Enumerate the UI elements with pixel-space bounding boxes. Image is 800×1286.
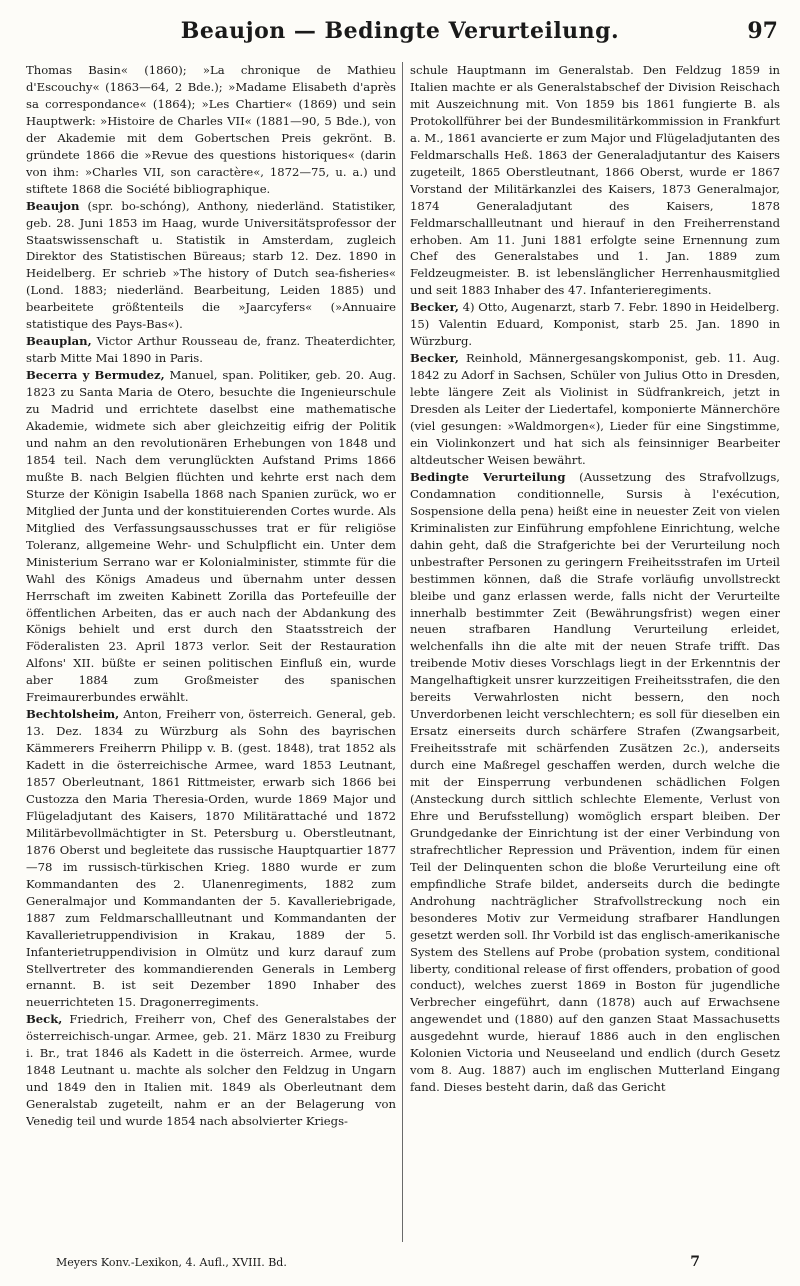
- entry-headword: Becerra y Bermudez,: [26, 368, 165, 383]
- lexicon-entry: [26, 706, 396, 1011]
- entry-headword: Beaujon: [26, 198, 80, 213]
- entry-headword: Becker,: [410, 300, 459, 315]
- lexicon-entry: [410, 62, 780, 299]
- lexicon-entry: [410, 316, 780, 350]
- footer-source: Meyers Konv.-Lexikon, 4. Aufl., XVIII. Bd.: [56, 1256, 287, 1269]
- sheet-signature: 7: [690, 1254, 700, 1270]
- entry-headword: Bechtolsheim,: [26, 707, 120, 722]
- entry-text: Reinhold, Männergesangskomponist, geb. 11. Aug. 1842 zu Adorf in Sachsen, Schüler von Julius Otto in Dresden, lebte längere Zeit als Violinist in Südfrankreich, jetzt in Dresden als Leiter der Liedertafel, komponierte Männerchöre (viel gesungen: »Waldmorgen«), Lieder für eine Singstimme, ein Violinkonzert und hat sich als feinsinniger Bearbeiter altdeutscher Weisen bewährt.: [410, 351, 780, 467]
- entry-headword: Beck,: [26, 1012, 63, 1027]
- right-column: [410, 62, 780, 1242]
- left-column: [26, 62, 396, 1242]
- entry-headword: Becker,: [410, 351, 459, 366]
- entry-headword: Beauplan,: [26, 334, 92, 349]
- lexicon-entry: [26, 198, 396, 334]
- lexicon-entry: [410, 350, 780, 469]
- lexicon-entry: [26, 1011, 396, 1130]
- entry-text: schule Hauptmann im Generalstab. Den Feldzug 1859 in Italien machte er als Generalstabschef der Division Reischach mit Auszeichnung mit. Von 1859 bis 1861 fungierte B. als Protokollführer bei der Bundesmilitärkommission in Frankfurt a. M., 1861 avancierte er zum Major und Flügeladjutanten des Feldmarschalls Heß. 1863 der Generaladjutantur des Kaisers zugeteilt, 1865 Oberstleutnant, 1866 Oberst, wurde er 1867 Vorstand der Militärkanzlei des Kaisers, 1873 Generalmajor, 1874 Generaladjutant des Kaisers, 1878 Feldmarschallleutnant und hierauf in den Freiherrenstand erhoben. Am 11. Juni 1881 erfolgte seine Ernennung zum Chef des Generalstabes und 1. Jan. 1889 zum Feldzeugmeister. B. ist lebenslänglicher Herrenhausmitglied und seit 1883 Inhaber des 47. Infanterieregiments.: [410, 63, 780, 298]
- lexicon-entry: [26, 367, 396, 706]
- lexicon-entry: [26, 62, 396, 198]
- entry-text: Manuel, span. Politiker, geb. 20. Aug. 1823 zu Santa Maria de Otero, besuchte die Ingenieurschule zu Madrid und errichtete daselbst eine mathematische Akademie, widmete sich aber gleichzeitig eifrig der Politik und nahm an den revolutionären Erhebungen von 1848 und 1854 teil. Nach dem verunglückten Aufstand Prims 1866 mußte B. nach Belgien flüchten und kehrte erst nach dem Sturze der Königin Isabella 1868 nach Spanien zurück, wo er Mitglied der Junta und der konstituierenden Cortes wurde. Als Mitglied des Verfassungsausschusses trat er für religiöse Toleranz, allgemeine Wehr- und Schulpflicht ein. Unter dem Ministerium Serrano war er Kolonialminister, stimmte für die Wahl des Königs Amadeus und übernahm unter dessen Herrschaft im zweiten Kabinett Zorilla das Portefeuille der öffentlichen Arbeiten, das er auch nach der Abdankung des Königs behielt und erst durch den Staatsstreich der Föderalisten 23. April 1873 verlor. Seit der Restauration Alfons' XII. büßte er seinen politischen Einfluß ein, wurde aber 1884 zum Großmeister des spanischen Freimaurerbundes erwählt.: [26, 368, 396, 705]
- running-title: Beaujon — Bedingte Verurteilung.: [180, 18, 620, 44]
- text-columns: [26, 62, 780, 1242]
- entry-text: Friedrich, Freiherr von, Chef des Generalstabes der österreichisch-ungar. Armee, geb. 21. März 1830 zu Freiburg i. Br., trat 1846 als Kadett in die österreich. Armee, wurde 1848 Leutnant u. machte als solcher den Feldzug in Ungarn und 1849 den in Italien mit. 1849 als Oberleutnant dem Generalstab zugeteilt, nahm er an der Belagerung von Venedig teil und wurde 1854 nach absolvierter Kriegs-: [26, 1012, 396, 1129]
- page-number: 97: [747, 18, 778, 44]
- page-header: [0, 0, 800, 52]
- entry-text: Thomas Basin« (1860); »La chronique de Mathieu d'Escouchy« (1863—64, 2 Bde.); »Madame Elisabeth d'après sa correspondance« (1864); »Les Chartier« (1869) und sein Hauptwerk: »Histoire de Charles VII« (1881—90, 5 Bde.), von der Akademie mit dem Gobertschen Preis gekrönt. B. gründete 1866 die »Revue des questions historiques« (darin von ihm: »Charles VII, son caractère«, 1872—75, u. a.) und stiftete 1868 die Société bibliographique.: [26, 63, 396, 196]
- entry-headword: Bedingte Verurteilung: [410, 469, 566, 484]
- entry-text: 4) Otto, Augenarzt, starb 7. Febr. 1890 in Heidelberg.: [458, 300, 780, 315]
- entry-text: (Aussetzung des Strafvollzugs, Condamnation conditionnelle, Sursis à l'exécution, Sospensione della pena) heißt eine in neuester Zeit von vielen Kriminalisten zur Einführung empfohlene Einrichtung, welche dahin geht, daß die Strafgerichte bei der Verurteilung noch unbestrafter Personen zu geringern Freiheitsstrafen im Urteil bestimmen können, daß die Strafe vorläufig unvollstreckt bleibe und ganz erlassen werde, falls nicht der Verurteilte innerhalb bestimmter Zeit (Bewährungsfrist) wegen einer neuen strafbaren Handlung Verurteilung erleidet, welchenfalls ihn die alte mit der neuen Strafe trifft. Das treibende Motiv dieses Vorschlags liegt in der Erkenntnis der Mangelhaftigkeit unsrer kurzzeitigen Freiheitsstrafen, die den bereits Verwahrlosten nicht bessern, den noch Unverdorbenen leicht verschlechtern; es soll für dieselben ein Ersatz einerseits durch schärfere Strafen (Zwangsarbeit, Freiheitsstrafe mit schärfenden Zusätzen 2c.), anderseits durch eine Maßregel geschaffen werden, durch welche die mit der Einsperrung verbundenen schädlichen Folgen (Ansteckung durch sittlich schlechte Elemente, Verlust von Ehre und Berufsstellung) womöglich erspart bleiben. Der Grundgedanke der Einrichtung ist der einer Verbindung von strafrechtlicher Repression und Prävention, indem für einen Teil der Delinquenten schon die bloße Verurteilung eine oft empfindliche Strafe bildet, anderseits durch die bedingte Androhung nachträglicher Strafvollstreckung noch ein besonderes Motiv zur Vermeidung strafbarer Handlungen gesetzt werden soll. Ihr Vorbild ist das englisch-amerikanische System des Stellens auf Probe (probation system, conditional liberty, conditional release of first offenders, probation of good conduct), welches zuerst 1869 in Boston für jugendliche Verbrecher eingeführt, dann (1878) auch auf Erwachsene angewendet und (1880) auf den ganzen Staat Massachusetts ausgedehnt wurde, hierauf 1886 auch in den englischen Kolonien Victoria und Neuseeland und endlich (durch Gesetz vom 8. Aug. 1887) auch im englischen Mutterland Eingang fand. Dieses besteht darin, daß das Gericht: [410, 469, 780, 1095]
- entry-text: (spr. bo-schóng), Anthony, niederländ. Statistiker, geb. 28. Juni 1853 im Haag, wurde Universitätsprofessor der Staatswissenschaft u. Statistik in Amsterdam, zugleich Direktor des Statistischen Büreaus; starb 12. Dez. 1890 in Heidelberg. Er schrieb »The history of Dutch sea-fisheries« (Lond. 1883; niederländ. Bearbeitung, Leiden 1885) und bearbeitete größtenteils die »Jaarcyfers« (»Annuaire statistique des Pays-Bas«).: [26, 198, 396, 332]
- column-divider: [402, 62, 403, 1242]
- entry-text: 15) Valentin Eduard, Komponist, starb 25. Jan. 1890 in Würzburg.: [410, 317, 780, 349]
- entry-text: Anton, Freiherr von, österreich. General, geb. 13. Dez. 1834 zu Würzburg als Sohn des bayrischen Kämmerers Freiherrn Philipp v. B. (gest. 1848), trat 1852 als Kadett in die österreichische Armee, ward 1853 Leutnant, 1857 Oberleutnant, 1861 Rittmeister, erwarb sich 1866 bei Custozza den Maria Theresia-Orden, wurde 1869 Major und Flügeladjutant des Kaisers, 1870 Militärattaché und 1872 Militärbevollmächtigter in St. Petersburg u. Oberstleutnant, 1876 Oberst und begleitete das russische Hauptquartier 1877—78 im russisch-türkischen Krieg. 1880 wurde er zum Kommandanten des 2. Ulanenregiments, 1882 zum Generalmajor und Kommandanten der 5. Kavalleriebrigade, 1887 zum Feldmarschallleutnant und Kommandanten der Kavallerietruppendivision in Krakau, 1889 der 5. Infanterietruppendivision in Olmütz und kurz darauf zum Stellvertreter des kommandierenden Generals in Lemberg ernannt. B. ist seit Dezember 1890 Inhaber des neuerrichteten 15. Dragonerregiments.: [26, 707, 396, 1010]
- lexicon-entry: [410, 469, 780, 1096]
- entry-text: Victor Arthur Rousseau de, franz. Theaterdichter, starb Mitte Mai 1890 in Paris.: [26, 334, 396, 366]
- lexicon-entry: [410, 299, 780, 316]
- page-footer: [26, 1254, 780, 1276]
- lexicon-entry: [26, 333, 396, 367]
